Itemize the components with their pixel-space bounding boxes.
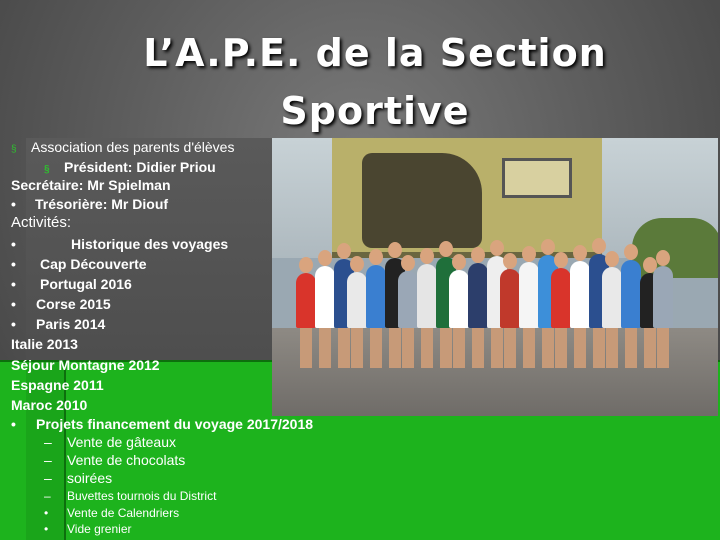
dash-bullet-icon: – <box>44 470 52 486</box>
list-item-paris: • Paris 2014 <box>11 316 106 332</box>
list-item-cap: • Cap Découverte <box>11 256 147 272</box>
list-item-secretaire: Secrétaire: Mr Spielman <box>11 177 171 193</box>
dot-bullet-icon: • <box>11 296 16 312</box>
child-figure <box>296 273 316 328</box>
dot-bullet-icon: • <box>11 416 16 432</box>
dot-bullet-icon: • <box>11 316 16 332</box>
child-figure <box>621 260 641 328</box>
square-bullet-icon: § <box>44 164 50 175</box>
list-item-soirees: – soirées <box>44 470 113 486</box>
child-figure <box>398 271 418 328</box>
list-item-calendriers: • Vente de Calendriers <box>44 506 180 520</box>
list-heading-activites: Activités: <box>11 214 72 231</box>
group-photo <box>272 138 718 416</box>
dot-bullet-icon: • <box>44 506 49 520</box>
list-item-espagne: Espagne 2011 <box>11 377 104 393</box>
child-figure <box>366 265 386 328</box>
list-item-buvettes: – Buvettes tournois du District <box>44 489 217 503</box>
dot-bullet-icon: • <box>44 522 49 536</box>
child-figure <box>551 268 571 328</box>
list-item-chocolats: – Vente de chocolats <box>44 452 186 468</box>
child-figure <box>570 261 590 328</box>
group-of-children <box>292 233 672 368</box>
child-figure <box>500 269 520 328</box>
list-item-maroc: Maroc 2010 <box>11 397 88 413</box>
list-item-italie: Italie 2013 <box>11 336 78 352</box>
child-figure <box>347 272 367 328</box>
child-figure <box>519 262 539 328</box>
dash-bullet-icon: – <box>44 452 52 468</box>
child-figure <box>315 266 335 328</box>
list-item-projets: • Projets financement du voyage 2017/2018 <box>11 416 314 432</box>
dash-bullet-icon: – <box>44 489 51 503</box>
list-item-president: § Président: Didier Priou <box>44 159 216 175</box>
dash-bullet-icon: – <box>44 434 52 450</box>
list-item-historique: • Historique des voyages <box>11 236 229 252</box>
square-bullet-icon: § <box>11 144 17 155</box>
child-figure <box>417 264 437 328</box>
list-item-tresoriere: • Trésorière: Mr Diouf <box>11 196 169 212</box>
child-figure <box>653 266 673 328</box>
list-item-gateaux: – Vente de gâteaux <box>44 434 176 450</box>
child-figure <box>602 267 622 328</box>
list-item-association: § Association des parents d'élèves <box>11 139 235 155</box>
dot-bullet-icon: • <box>11 236 16 252</box>
title-line-2: Sportive <box>280 89 470 133</box>
dot-bullet-icon: • <box>11 276 16 292</box>
child-figure <box>468 263 488 328</box>
dot-bullet-icon: • <box>11 196 16 212</box>
dot-bullet-icon: • <box>11 256 16 272</box>
title-line-1: L’A.P.E. de la Section <box>143 31 607 75</box>
child-figure <box>449 270 469 328</box>
slide-title <box>95 24 655 140</box>
list-item-sejour: Séjour Montagne 2012 <box>11 357 160 373</box>
list-item-vide-grenier: • Vide grenier <box>44 522 132 536</box>
list-item-portugal: • Portugal 2016 <box>11 276 132 292</box>
list-item-corse: • Corse 2015 <box>11 296 111 312</box>
